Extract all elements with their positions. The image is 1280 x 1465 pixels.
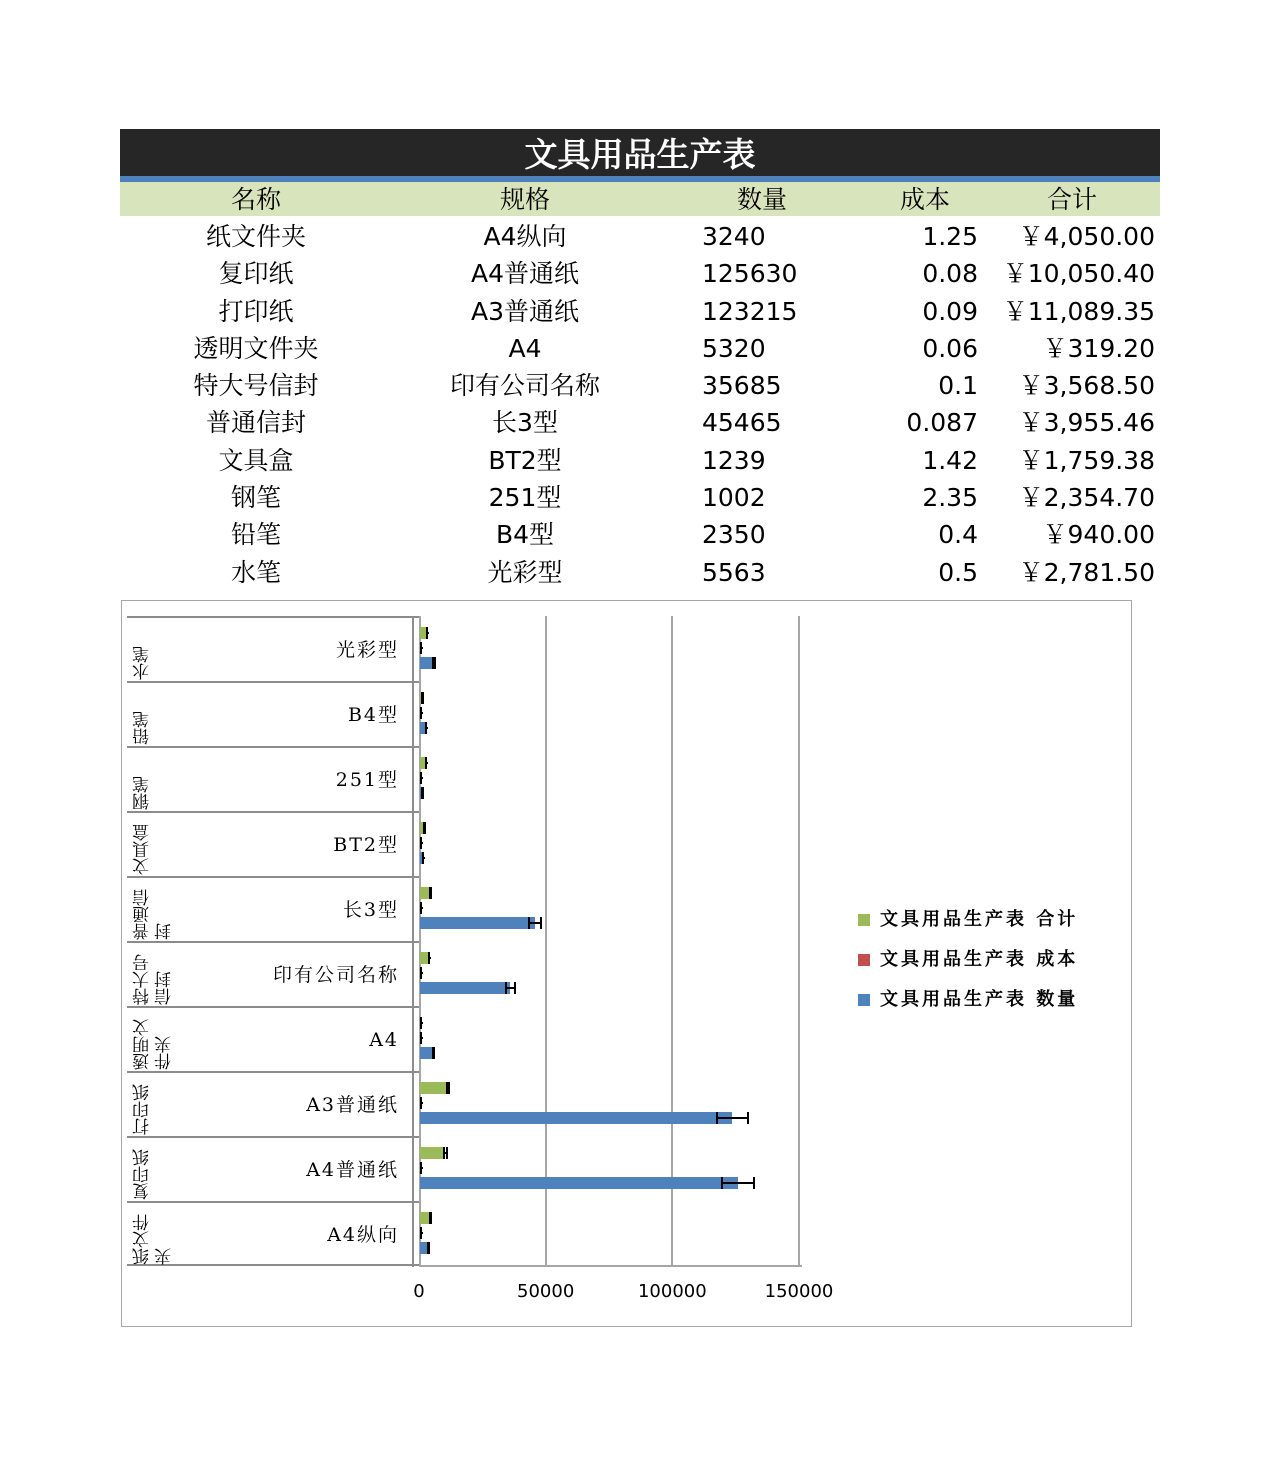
error-bar-cap <box>420 772 422 784</box>
error-bar-cap <box>425 722 427 734</box>
cell-qty: 1002 <box>702 483 766 513</box>
legend-swatch-icon <box>858 994 870 1006</box>
error-bar-cap <box>422 787 424 799</box>
cell-qty: 5320 <box>702 333 766 363</box>
table-header <box>120 182 1160 216</box>
category-name: 普通信封 <box>133 889 175 940</box>
category-spec: A3普通纸 <box>306 1094 399 1116</box>
plot-area <box>419 616 802 1267</box>
category-label <box>127 811 419 876</box>
gridline <box>671 616 673 1267</box>
legend-label: 文具用品生产表 成本 <box>880 949 1079 970</box>
error-bar-cap <box>428 1242 430 1254</box>
category-spec: 251型 <box>335 769 399 791</box>
error-bar-cap <box>430 1212 432 1224</box>
table-row <box>120 255 1160 292</box>
error-bar-cap <box>420 1162 422 1174</box>
error-bar-cap <box>505 982 507 994</box>
cell-spec: 长3型 <box>492 408 558 438</box>
legend-label: 文具用品生产表 合计 <box>880 909 1079 930</box>
error-bar <box>722 1182 754 1184</box>
cell-name: 普通信封 <box>205 408 306 438</box>
cell-spec: A4 <box>508 333 542 363</box>
category-label <box>127 681 419 746</box>
table-row <box>120 554 1160 591</box>
legend-label: 文具用品生产表 数量 <box>880 989 1079 1010</box>
cell-cost: 0.5 <box>938 557 978 587</box>
cell-cost: 0.087 <box>906 408 978 438</box>
error-bar-cap <box>425 757 427 769</box>
cell-total: ￥2,354.70 <box>1018 483 1155 513</box>
error-bar-cap <box>420 707 422 719</box>
error-bar-cap <box>721 1177 723 1189</box>
chart-legend <box>858 901 1118 1021</box>
category-spec: B4型 <box>347 704 399 726</box>
cell-name: 透明文件夹 <box>193 333 319 363</box>
category-label <box>127 746 419 811</box>
error-bar-cap <box>420 902 422 914</box>
gridline <box>798 616 800 1267</box>
error-bar-cap <box>540 917 542 929</box>
error-bar-cap <box>420 1227 422 1239</box>
table-row <box>120 293 1160 330</box>
cell-spec: B4型 <box>495 520 555 550</box>
category-name: 打印纸 <box>133 1084 153 1135</box>
table-row <box>120 442 1160 479</box>
cell-name: 钢笔 <box>230 483 281 513</box>
cell-spec: 251型 <box>488 483 562 513</box>
cell-qty: 2350 <box>702 520 766 550</box>
x-tick-label: 100000 <box>637 1281 707 1302</box>
cell-cost: 0.09 <box>922 296 978 326</box>
cell-total: ￥1,759.38 <box>1018 445 1155 475</box>
category-label <box>127 941 419 1006</box>
cell-qty: 35685 <box>702 371 782 401</box>
error-bar-cap <box>420 1017 422 1029</box>
error-bar-cap <box>448 1082 450 1094</box>
legend-item <box>858 981 1118 1021</box>
category-name: 铅笔 <box>133 711 153 745</box>
cell-name: 纸文件夹 <box>205 222 306 251</box>
cell-qty: 125630 <box>702 259 798 289</box>
error-bar-cap <box>753 1177 755 1189</box>
cell-total: ￥3,568.50 <box>1018 371 1155 401</box>
bar-blue[interactable] <box>420 917 535 929</box>
category-label <box>127 876 419 941</box>
error-bar-cap <box>422 692 424 704</box>
error-bar-cap <box>433 1047 435 1059</box>
gridline <box>545 616 547 1267</box>
cell-name: 打印纸 <box>218 296 294 326</box>
legend-item <box>858 941 1118 981</box>
category-spec: A4 <box>369 1029 399 1051</box>
x-axis-line <box>419 1265 802 1267</box>
bar-chart[interactable] <box>121 600 1132 1327</box>
error-bar-cap <box>420 1032 422 1044</box>
cell-cost: 1.25 <box>922 222 978 251</box>
legend-item <box>858 901 1118 941</box>
header-name: 名称 <box>230 185 281 214</box>
category-name: 特大号信封 <box>133 954 175 1005</box>
category-axis-line <box>412 616 414 1267</box>
cell-name: 复印纸 <box>218 259 294 289</box>
error-bar-cap <box>420 967 422 979</box>
cell-cost: 2.35 <box>922 483 978 513</box>
cell-name: 铅笔 <box>230 520 281 550</box>
category-spec: 印有公司名称 <box>272 964 399 986</box>
error-bar-cap <box>446 1082 448 1094</box>
cell-name: 水笔 <box>230 557 281 587</box>
cell-spec: A3普通纸 <box>470 296 579 326</box>
category-spec: 光彩型 <box>335 639 399 661</box>
category-label <box>127 1136 419 1201</box>
error-bar-cap <box>424 822 426 834</box>
cell-cost: 0.1 <box>938 371 978 401</box>
bar-blue[interactable] <box>420 1112 732 1124</box>
header-cost: 成本 <box>899 185 950 214</box>
category-label <box>127 1071 419 1136</box>
category-name: 文具盒 <box>133 824 153 875</box>
legend-swatch-icon <box>858 954 870 966</box>
category-label <box>127 1201 419 1266</box>
table-row <box>120 479 1160 516</box>
cell-cost: 0.06 <box>922 333 978 363</box>
category-name: 复印纸 <box>133 1149 153 1200</box>
category-spec: A4纵向 <box>327 1224 399 1246</box>
cell-total: ￥11,089.35 <box>1002 296 1155 326</box>
cell-name: 文具盒 <box>218 445 294 475</box>
cell-cost: 0.4 <box>938 520 978 550</box>
category-name: 透明文件夹 <box>133 1019 175 1070</box>
category-spec: 长3型 <box>342 899 399 921</box>
error-bar-cap <box>420 1097 422 1109</box>
cell-cost: 0.08 <box>922 259 978 289</box>
cell-spec: 印有公司名称 <box>449 371 600 401</box>
category-name: 水笔 <box>133 646 153 680</box>
error-bar-cap <box>428 952 430 964</box>
cell-spec: 光彩型 <box>487 557 563 587</box>
error-bar-cap <box>528 917 530 929</box>
header-total: 合计 <box>1046 185 1097 214</box>
cell-spec: A4纵向 <box>483 222 567 251</box>
category-name: 纸文件夹 <box>133 1214 175 1265</box>
cell-qty: 123215 <box>702 296 798 326</box>
cell-qty: 5563 <box>702 557 766 587</box>
bar-green[interactable] <box>420 1082 448 1094</box>
error-bar-cap <box>422 852 424 864</box>
cell-total: ￥4,050.00 <box>1018 222 1155 251</box>
cell-spec: A4普通纸 <box>470 259 579 289</box>
header-spec: 规格 <box>499 185 550 214</box>
table-row <box>120 330 1160 367</box>
cell-qty: 1239 <box>702 445 766 475</box>
cell-total: ￥3,955.46 <box>1018 408 1155 438</box>
category-spec: BT2型 <box>333 834 399 856</box>
error-bar-cap <box>430 887 432 899</box>
sheet-title: 文具用品生产表 <box>120 129 1160 176</box>
cell-total: ￥940.00 <box>1042 520 1155 550</box>
header-qty: 数量 <box>736 185 787 214</box>
error-bar-cap <box>426 627 428 639</box>
cell-qty: 45465 <box>702 408 782 438</box>
error-bar-cap <box>716 1112 718 1124</box>
table-row <box>120 218 1160 255</box>
x-tick-label: 0 <box>413 1281 425 1302</box>
cell-total: ￥10,050.40 <box>1002 259 1155 289</box>
cell-name: 特大号信封 <box>193 371 319 401</box>
category-name: 钢笔 <box>133 776 153 810</box>
x-tick-label: 50000 <box>517 1281 575 1302</box>
data-table <box>120 218 1160 591</box>
cell-qty: 3240 <box>702 222 766 251</box>
error-bar-cap <box>747 1112 749 1124</box>
category-spec: A4普通纸 <box>306 1159 399 1181</box>
cell-spec: BT2型 <box>488 445 562 475</box>
table-row <box>120 404 1160 441</box>
error-bar-cap <box>446 1147 448 1159</box>
bar-green[interactable] <box>420 1147 445 1159</box>
cell-cost: 1.42 <box>922 445 978 475</box>
x-tick-label: 150000 <box>764 1281 834 1302</box>
error-bar-cap <box>420 837 422 849</box>
bar-blue[interactable] <box>420 1177 738 1189</box>
legend-swatch-icon <box>858 914 870 926</box>
category-axis <box>127 616 419 1267</box>
table-row <box>120 367 1160 404</box>
cell-total: ￥319.20 <box>1042 333 1155 363</box>
error-bar-cap <box>420 642 422 654</box>
error-bar <box>717 1117 748 1119</box>
category-label <box>127 1006 419 1071</box>
error-bar-cap <box>434 657 436 669</box>
bar-blue[interactable] <box>420 982 510 994</box>
error-bar-cap <box>514 982 516 994</box>
cell-total: ￥2,781.50 <box>1018 557 1155 587</box>
category-label <box>127 616 419 681</box>
table-row <box>120 516 1160 553</box>
